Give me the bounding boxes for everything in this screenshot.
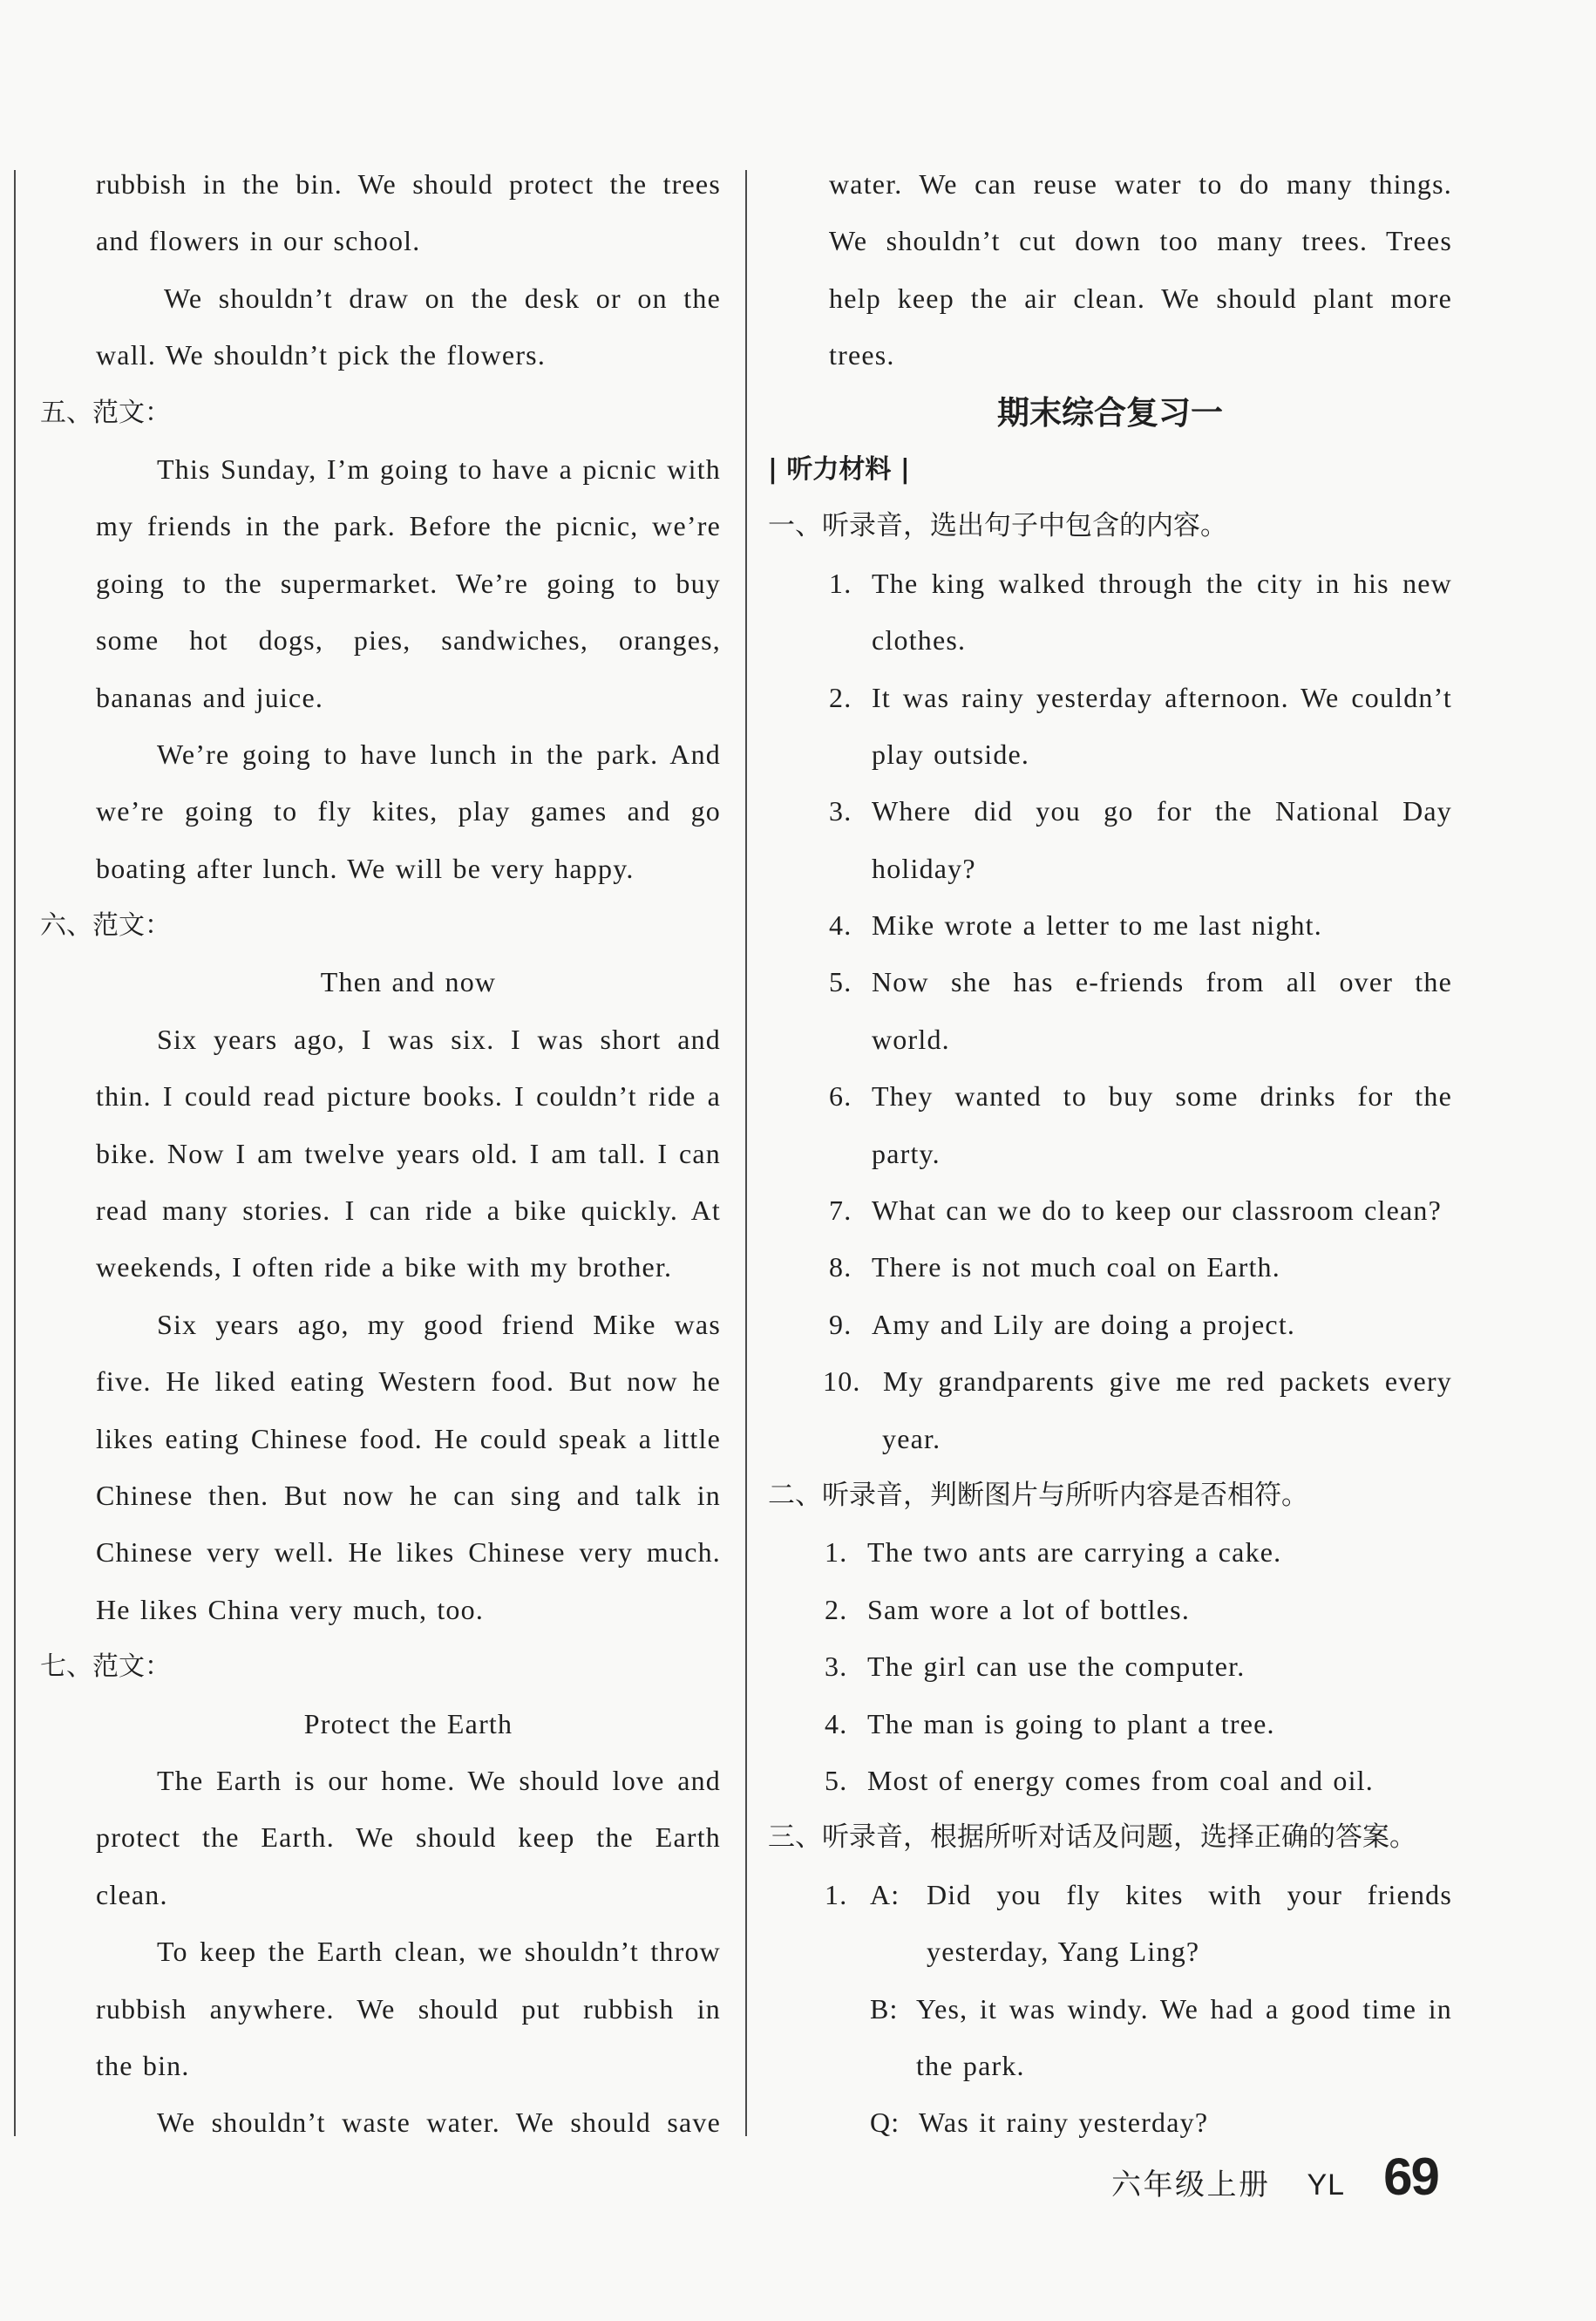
essay-line: thin. I could read picture books. I couldn’t ride a: [96, 1080, 721, 1113]
item-number: 5.: [829, 966, 852, 998]
list-item: [768, 1696, 1452, 1753]
essay-line: Six years ago, I was six. I was short and: [157, 1023, 721, 1055]
page-number: 69: [1383, 2147, 1438, 2206]
item-number: 1.: [825, 1536, 848, 1569]
item-text-continued: clothes.: [872, 624, 967, 657]
essay-line: We shouldn’t cut down too many trees. Trees: [829, 225, 1452, 257]
section-label: 七、范文：: [40, 1651, 171, 1683]
item-text: The man is going to plant a tree.: [867, 1707, 1275, 1739]
item-text: Most of energy comes from coal and oil.: [867, 1764, 1374, 1796]
section-label: 五、范文：: [40, 397, 171, 428]
essay-line: We shouldn’t draw on the desk or on the: [164, 282, 721, 314]
essay-line: and flowers in our school.: [96, 225, 421, 257]
item-text: What can we do to keep our classroom clean?: [872, 1195, 1443, 1227]
essay-line: rubbish anywhere. We should put rubbish in: [96, 1992, 721, 2025]
essay-line: rubbish in the bin. We should protect the trees: [96, 168, 721, 200]
item-number: 3.: [825, 1651, 848, 1683]
essay-line: Chinese then. But now he can sing and talk in: [96, 1479, 721, 1511]
essay-line: trees.: [829, 339, 895, 371]
essay-line: we’re going to fly kites, play games and go: [96, 795, 721, 827]
essay-line: wall. We shouldn’t pick the flowers.: [96, 339, 547, 371]
list-item: [768, 1524, 1452, 1581]
item-text-continued: year.: [882, 1422, 941, 1454]
essay-line: bananas and juice.: [96, 681, 324, 713]
list-item: [768, 897, 1452, 954]
essay-line: the bin.: [96, 2049, 190, 2081]
speaker-label: A:: [870, 1878, 900, 1910]
grade-label: 六年级上册: [1111, 2168, 1271, 2202]
item-number: 9.: [829, 1308, 852, 1340]
list-item: [768, 1239, 1452, 1296]
left-column: [40, 156, 721, 2152]
item-text: Where did you go for the National Day: [872, 795, 1452, 827]
list-item: [768, 1582, 1452, 1638]
essay-line: This Sunday, I’m going to have a picnic with: [157, 453, 721, 485]
essay-line: some hot dogs, pies, sandwiches, oranges,: [96, 624, 721, 657]
part-instruction: 一、听录音，选出句子中包含的内容。: [768, 510, 1227, 542]
essay-line: going to the supermarket. We’re going to buy: [96, 567, 721, 599]
item-text: They wanted to buy some drinks for the: [872, 1080, 1452, 1113]
essay-line: He likes China very much, too.: [96, 1593, 485, 1625]
dialog-line: [768, 2094, 1452, 2151]
essay-line: protect the Earth. We should keep the Earth: [96, 1821, 721, 1854]
essay-line: Six years ago, my good friend Mike was: [157, 1308, 721, 1340]
dialog-text-continued: the park.: [916, 2049, 1025, 2081]
dialog-item: [768, 1867, 1452, 1923]
essay-line: To keep the Earth clean, we shouldn’t throw: [157, 1936, 721, 1968]
dialog-text-continued: yesterday, Yang Ling?: [927, 1936, 1200, 1968]
essay-title: Then and now: [320, 966, 497, 998]
item-number: 3.: [829, 795, 852, 827]
item-number: 4.: [829, 909, 852, 942]
item-number: 2.: [825, 1593, 848, 1625]
speaker-label: B:: [870, 1992, 899, 2025]
list-item: [768, 1353, 1452, 1410]
item-text-continued: world.: [872, 1023, 950, 1055]
speaker-label: Q:: [870, 2107, 900, 2139]
review-subtitle: | 听力材料 |: [768, 453, 910, 485]
item-number: 7.: [829, 1195, 852, 1227]
item-text-continued: play outside.: [872, 738, 1030, 770]
item-number: 6.: [829, 1080, 852, 1113]
item-number: 5.: [825, 1764, 848, 1796]
item-text: It was rainy yesterday afternoon. We couldn’t: [872, 681, 1452, 713]
list-item: [768, 1753, 1452, 1809]
list-item: [768, 954, 1452, 1011]
essay-line: water. We can reuse water to do many things.: [829, 168, 1452, 200]
item-number: 4.: [825, 1707, 848, 1739]
item-text-continued: party.: [872, 1137, 941, 1169]
item-number: 8.: [829, 1251, 852, 1283]
item-text: The king walked through the city in his new: [872, 567, 1452, 599]
essay-title: Protect the Earth: [303, 1707, 513, 1739]
page-footer: [1111, 2147, 1438, 2216]
list-item: [768, 1297, 1452, 1353]
item-text: My grandparents give me red packets every: [883, 1365, 1452, 1398]
dialog-text: Did you fly kites with your friends: [927, 1878, 1452, 1910]
dialog-line: [768, 1981, 1452, 2038]
part-instruction: 三、听录音，根据所听对话及问题，选择正确的答案。: [768, 1821, 1416, 1854]
item-text: The girl can use the computer.: [867, 1651, 1246, 1683]
list-item: [768, 1638, 1452, 1695]
column-divider: [745, 170, 747, 2136]
item-text: The two ants are carrying a cake.: [867, 1536, 1282, 1569]
essay-line: bike. Now I am twelve years old. I am tall. I can: [96, 1137, 721, 1169]
review-title: 期末综合复习一: [997, 393, 1223, 432]
list-item: [768, 783, 1452, 840]
essay-line: likes eating Chinese food. He could speak a little: [96, 1422, 721, 1454]
essay-line: The Earth is our home. We should love and: [157, 1764, 721, 1796]
item-number: 1.: [825, 1878, 848, 1910]
essay-line: clean.: [96, 1878, 168, 1910]
item-text: Mike wrote a letter to me last night.: [872, 909, 1322, 942]
item-number: 1.: [829, 567, 852, 599]
section-label: 六、范文：: [40, 910, 171, 942]
essay-line: help keep the air clean. We should plant more: [829, 282, 1452, 314]
item-text: Now she has e-friends from all over the: [872, 966, 1452, 998]
essay-line: We’re going to have lunch in the park. And: [157, 738, 721, 770]
list-item: [768, 670, 1452, 726]
item-number: 10.: [823, 1365, 861, 1398]
item-text: Sam wore a lot of bottles.: [867, 1593, 1191, 1625]
item-text: Amy and Lily are doing a project.: [872, 1308, 1296, 1340]
essay-line: We shouldn’t waste water. We should save: [157, 2107, 721, 2139]
essay-line: weekends, I often ride a bike with my brother.: [96, 1251, 673, 1283]
item-number: 2.: [829, 681, 852, 713]
essay-line: five. He liked eating Western food. But now he: [96, 1365, 721, 1398]
essay-line: read many stories. I can ride a bike quickly. At: [96, 1195, 721, 1227]
item-text: There is not much coal on Earth.: [872, 1251, 1280, 1283]
list-item: [768, 1182, 1452, 1239]
essay-line: my friends in the park. Before the picnic, we’re: [96, 510, 721, 542]
right-column: [768, 156, 1452, 2152]
list-item: [768, 1068, 1452, 1125]
dialog-text: Yes, it was windy. We had a good time in: [916, 1992, 1452, 2025]
list-item: [768, 555, 1452, 612]
essay-line: boating after lunch. We will be very happy.: [96, 852, 635, 884]
dialog-text: Was it rainy yesterday?: [919, 2107, 1209, 2139]
edition-label: YL: [1307, 2168, 1346, 2202]
left-margin-rule: [14, 170, 16, 2136]
item-text-continued: holiday?: [872, 852, 976, 884]
essay-line: Chinese very well. He likes Chinese very much.: [96, 1536, 721, 1569]
part-instruction: 二、听录音，判断图片与所听内容是否相符。: [768, 1479, 1308, 1511]
